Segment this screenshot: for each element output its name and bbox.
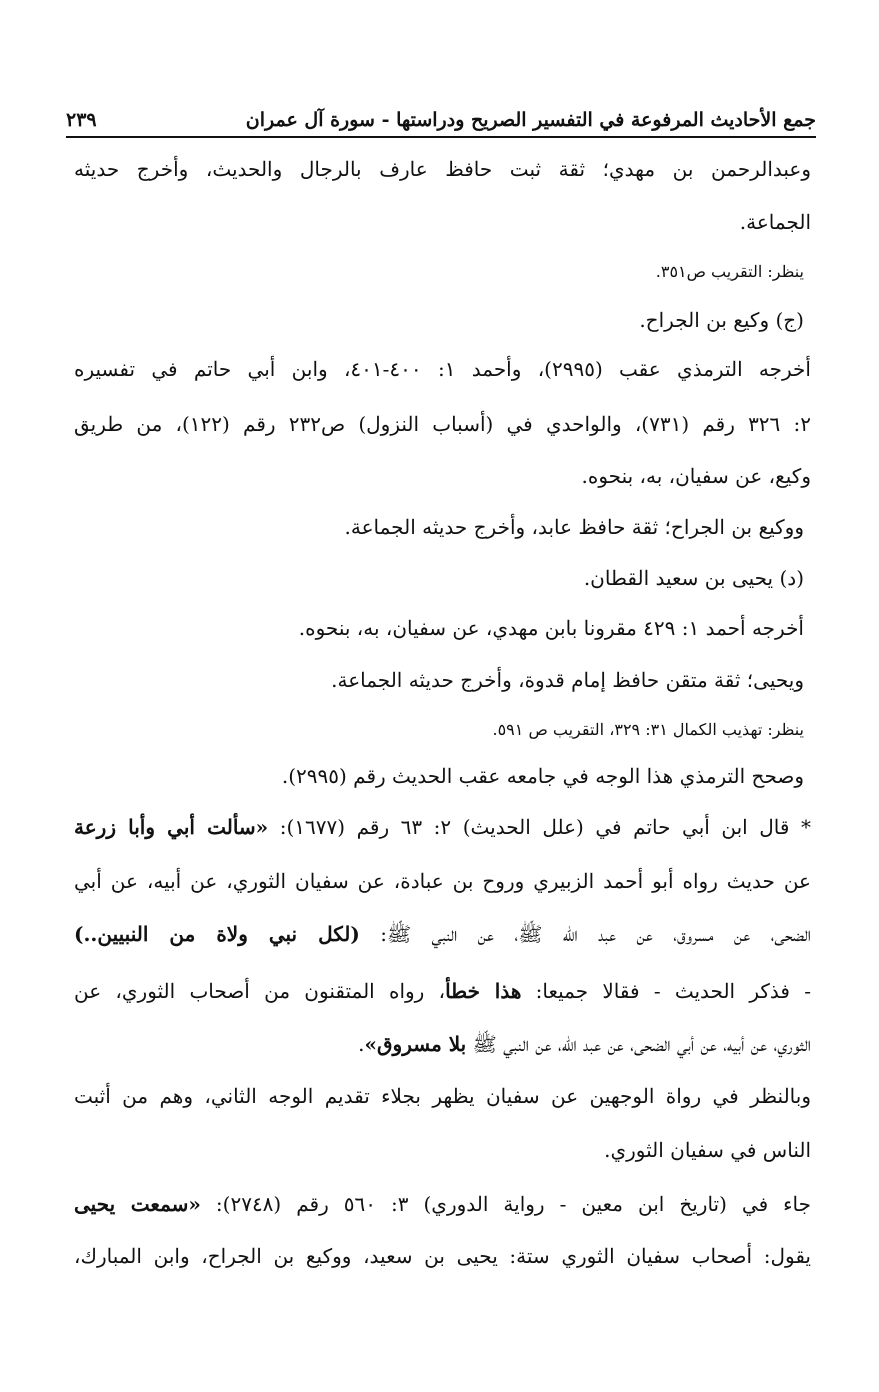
text-line: ٢: ٣٢٦ رقم (٧٣١)، والواحدي في (أسباب النزول) ص٢٣٢ رقم (١٢٢)، من طريق: [74, 412, 811, 436]
quote-start: «سمعت يحيى: [74, 1192, 201, 1216]
text-line: ويحيى؛ ثقة متقن حافظ إمام قدوة، وأخرج حديثه الجماعة.: [331, 668, 804, 692]
chain-text: - فذكر الحديث - فقالا جميعا:: [521, 979, 811, 1003]
text-line: وعبدالرحمن بن مهدي؛ ثقة ثبت حافظ عارف بالرجال والحديث، وأخرج حديثه: [74, 157, 811, 181]
verdict-text: هذا خطأ: [445, 979, 522, 1003]
text-line: أخرجه أحمد ١: ٤٢٩ مقرونا بابن مهدي، عن سفيان، به، بنحوه.: [298, 616, 804, 640]
text-line: [74, 812, 811, 842]
hadith-text: (لكل نبي ولاة من النبيين..): [74, 922, 360, 946]
text-line: وصحح الترمذي هذا الوجه في جامعه عقب الحديث رقم (٢٩٩٥).: [281, 764, 804, 788]
chain-text: الضحى، عن مسروق، عن عبد الله ﷺ، عن النبي ﷺ:: [359, 922, 811, 946]
text-line: الناس في سفيان الثوري.: [604, 1138, 811, 1162]
reference-note: ينظر: تهذيب الكمال ٣١: ٣٢٩، التقريب ص ٥٩١.: [492, 720, 804, 739]
text-line: [74, 1189, 811, 1219]
citation-intro: جاء في (تاريخ ابن معين - رواية الدوري) ٣: ٥٦٠ رقم (٢٧٤٨):: [200, 1192, 812, 1216]
running-header: [66, 100, 816, 138]
citation-intro: * قال ابن أبي حاتم في (علل الحديث) ٢: ٦٣ رقم (١٦٧٧):: [268, 815, 811, 839]
page-number: ٢٣٩: [66, 109, 97, 131]
chain-text: ، رواه المتقنون من أصحاب الثوري، عن: [74, 979, 446, 1003]
subheading: (ج) وكيع بن الجراح.: [639, 308, 804, 332]
text-line: [74, 976, 811, 1006]
chain-text: الثوري، عن أبيه، عن أبي الضحى، عن عبد الله، عن النبي ﷺ: [466, 1032, 811, 1056]
text-line: يقول: أصحاب سفيان الثوري ستة: يحيى بن سعيد، ووكيع بن الجراح، وابن المبارك،: [74, 1244, 811, 1268]
text-line: وكيع، عن سفيان، به، بنحوه.: [581, 464, 811, 488]
text-line: الجماعة.: [739, 210, 811, 234]
header-title: جمع الأحاديث المرفوعة في التفسير الصريح ودراستها - سورة آل عمران: [245, 109, 816, 131]
text-line: وبالنظر في رواة الوجهين عن سفيان يظهر بجلاء تقديم الوجه الثاني، وهم من أثبت: [74, 1084, 811, 1108]
text-line: [358, 1029, 811, 1059]
verdict-text: بلا مسروق»: [364, 1032, 467, 1056]
reference-note: ينظر: التقريب ص٣٥١.: [655, 262, 804, 281]
text-line: [74, 919, 811, 949]
subheading: (د) يحيى بن سعيد القطان.: [583, 566, 804, 590]
period: .: [358, 1032, 365, 1056]
quote-start: «سألت أبي وأبا زرعة: [74, 815, 269, 839]
text-line: ووكيع بن الجراح؛ ثقة حافظ عابد، وأخرج حديثه الجماعة.: [344, 515, 804, 539]
text-line: أخرجه الترمذي عقب (٢٩٩٥)، وأحمد ١: ٤٠٠-٤٠١، وابن أبي حاتم في تفسيره: [74, 357, 811, 381]
text-line: عن حديث رواه أبو أحمد الزبيري وروح بن عبادة، عن سفيان الثوري، عن أبيه، عن أبي: [74, 869, 811, 893]
